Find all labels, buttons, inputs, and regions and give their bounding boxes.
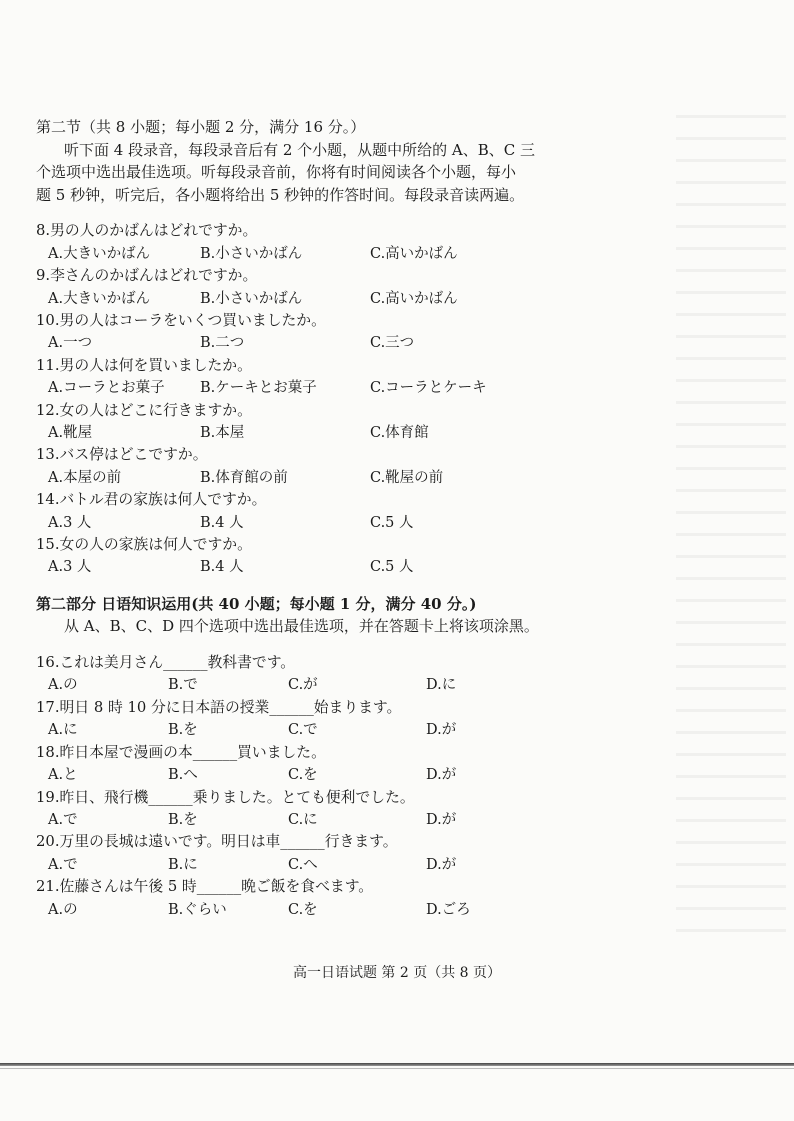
option-c: C.を [288, 901, 318, 918]
option-c: C.5 人 [370, 514, 414, 531]
option-b: B.小さいかばん [200, 245, 303, 262]
question-text: 18.昨日本屋で漫画の本______買いました。 [36, 743, 326, 761]
question-9 [36, 265, 616, 310]
option-a: A.と [48, 767, 78, 784]
option-a: A.3 人 [48, 559, 92, 576]
question-text: 21.佐藤さんは午後 5 時______晩ご飯を食べます。 [36, 878, 374, 896]
option-c: C.で [288, 722, 318, 739]
option-d: D.が [426, 722, 457, 739]
question-text: 15.女の人の家族は何人ですか。 [36, 536, 252, 554]
option-b: B.体育館の前 [200, 469, 288, 486]
question-text: 19.昨日、飛行機______乗りました。とても便利でした。 [36, 788, 415, 806]
part-instruction: 从 A、B、C、D 四个选项中选出最佳选项，并在答题卡上将该项涂黑。 [64, 617, 539, 636]
question-text: 11.男の人は何を買いましたか。 [36, 356, 252, 374]
section-instruction-1: 听下面 4 段录音，每段录音后有 2 个小题，从题中所给的 A、B、C 三 [64, 140, 536, 159]
option-b: B.ぐらい [168, 901, 227, 918]
question-text: 9.李さんのかばんはどれですか。 [36, 267, 258, 285]
question-18 [36, 742, 616, 787]
option-b: B.へ [168, 767, 198, 784]
option-a: A.大きいかばん [48, 290, 151, 307]
option-b: B.4 人 [200, 514, 244, 531]
question-text: 14.バトル君の家族は何人ですか。 [36, 491, 267, 509]
section-instruction-3: 题 5 秒钟，听完后，各小题将给出 5 秒钟的作答时间。每段录音读两遍。 [36, 185, 525, 204]
question-13 [36, 444, 616, 489]
question-17 [36, 697, 616, 742]
option-c: C.三つ [370, 335, 415, 352]
option-d: D.が [426, 856, 457, 873]
option-a: A.で [48, 811, 78, 828]
option-b: B.本屋 [200, 425, 245, 442]
question-text: 12.女の人はどこに行きますか。 [36, 401, 252, 419]
question-8 [36, 220, 616, 265]
option-c: C.に [288, 811, 318, 828]
question-15 [36, 534, 616, 579]
option-a: A.大きいかばん [48, 245, 151, 262]
option-b: B.を [168, 811, 198, 828]
option-a: A.本屋の前 [48, 469, 122, 486]
question-21 [36, 876, 616, 921]
question-text: 17.明日 8 時 10 分に日本語の授業______始まります。 [36, 698, 402, 716]
scan-edge-rule-thin [0, 1068, 794, 1069]
option-c: C.へ [288, 856, 318, 873]
question-text: 16.これは美月さん______教科書です。 [36, 654, 296, 672]
option-a: A.に [48, 722, 78, 739]
question-14 [36, 489, 616, 534]
option-a: A.3 人 [48, 514, 92, 531]
option-b: B.小さいかばん [200, 290, 303, 307]
bleed-through-shadow [676, 115, 786, 935]
option-b: B.で [168, 677, 198, 694]
option-b: B.二つ [200, 335, 245, 352]
option-a: A.靴屋 [48, 425, 93, 442]
option-c: C.が [288, 677, 318, 694]
option-a: A.で [48, 856, 78, 873]
part-heading: 第二部分 日语知识运用(共 40 小题；每小题 1 分，满分 40 分。) [36, 594, 477, 613]
option-b: B.ケーキとお菓子 [200, 380, 317, 397]
question-11 [36, 355, 616, 400]
option-c: C.高いかばん [370, 290, 458, 307]
page-footer: 高一日语试题 第 2 页（共 8 页） [292, 965, 502, 981]
option-a: A.コーラとお菓子 [48, 380, 165, 397]
option-c: C.体育館 [370, 425, 429, 442]
question-16 [36, 652, 616, 697]
question-text: 8.男の人のかばんはどれですか。 [36, 222, 258, 240]
question-text: 20.万里の長城は遠いです。明日は車______行きます。 [36, 833, 398, 851]
scan-edge-rule [0, 1063, 794, 1066]
question-19 [36, 787, 616, 832]
exam-content [36, 116, 616, 921]
option-c: C.5 人 [370, 559, 414, 576]
option-b: B.4 人 [200, 559, 244, 576]
option-b: B.を [168, 722, 198, 739]
question-text: 10.男の人はコーラをいくつ買いましたか。 [36, 312, 326, 329]
question-10 [36, 310, 616, 355]
option-d: D.が [426, 767, 457, 784]
option-c: C.高いかばん [370, 245, 458, 262]
option-c: C.コーラとケーキ [370, 380, 487, 397]
option-b: B.に [168, 856, 198, 873]
option-c: C.靴屋の前 [370, 469, 444, 486]
question-20 [36, 831, 616, 876]
section-instruction-2: 个选项中选出最佳选项。听每段录音前，你将有时间阅读各个小题，每小 [36, 163, 517, 182]
option-d: D.ごろ [426, 901, 471, 918]
option-c: C.を [288, 767, 318, 784]
option-d: D.に [426, 677, 457, 694]
option-a: A.一つ [48, 335, 93, 352]
question-text: 13.バス停はどこですか。 [36, 446, 208, 464]
option-a: A.の [48, 901, 78, 918]
option-a: A.の [48, 677, 78, 694]
section-heading: 第二节（共 8 小题；每小题 2 分，满分 16 分。） [36, 118, 366, 136]
option-d: D.が [426, 811, 457, 828]
question-12 [36, 400, 616, 445]
